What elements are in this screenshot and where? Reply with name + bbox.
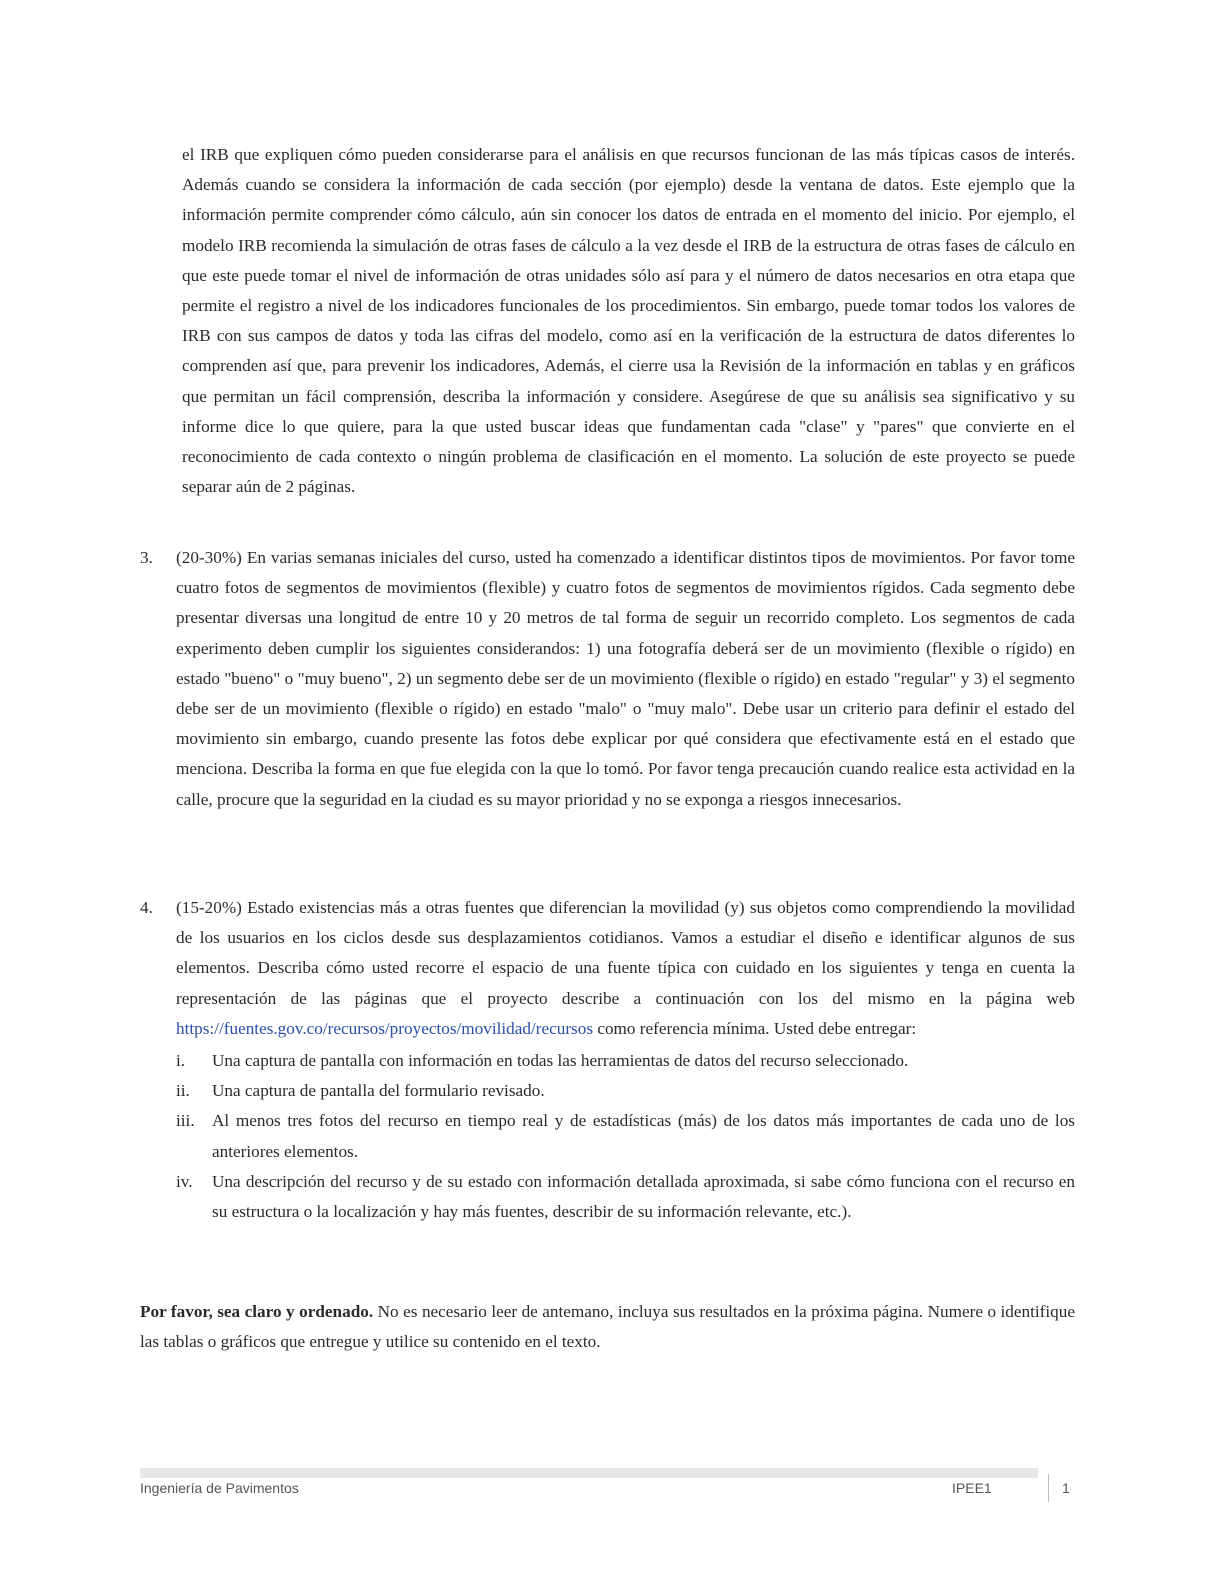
- footer-course-name: Ingeniería de Pavimentos: [140, 1480, 299, 1496]
- deliverable-text: Al menos tres fotos del recurso en tiempo real y de estadísticas (más) de los datos más importantes de cada uno de los anteriores elementos.: [212, 1111, 1075, 1161]
- deliverable-item: [176, 1046, 1075, 1076]
- closing-bold-text: Por favor, sea claro y ordenado.: [140, 1302, 374, 1321]
- deliverable-text: Una descripción del recurso y de su estado con información detallada aproximada, si sabe cómo funciona con el recurso en su estructura o la localización y hay más fuentes, describir de su información relevante, etc.).: [212, 1171, 1075, 1222]
- deliverable-item: [176, 1076, 1075, 1106]
- list-item-text-after-link: como referencia mínima. Usted debe entregar:: [597, 1018, 917, 1038]
- page-number: 1: [1062, 1480, 1070, 1496]
- page-footer: [140, 1480, 1080, 1510]
- list-item-number: 4.: [140, 898, 153, 917]
- closing-text: No es necesario leer de antemano, incluya sus resultados en la próxima página. Numere o identifique las tablas o gráficos que entregue y utilice su contenido en el texto.: [140, 1302, 1075, 1352]
- list-item-4: [140, 893, 1075, 1227]
- deliverable-text: Una captura de pantalla del formulario revisado.: [212, 1081, 545, 1101]
- footer-separator: [1048, 1474, 1049, 1502]
- footer-course-code: IPEE1: [952, 1480, 992, 1496]
- deliverable-marker: i.: [176, 1051, 186, 1071]
- list-item-number: 3.: [140, 548, 153, 567]
- deliverable-marker: ii.: [176, 1081, 190, 1101]
- deliverable-text: Una captura de pantalla con información en todas las herramientas de datos del recurso seleccionado.: [212, 1051, 909, 1071]
- deliverables-list: [176, 1046, 1075, 1227]
- list-item-3: [140, 543, 1075, 815]
- footer-divider: [140, 1468, 1038, 1478]
- continuation-paragraph: el IRB que expliquen cómo pueden considerarse para el análisis en que recursos funcionan de las más típicas casos de interés. Además cuando se considera la información de cada sección (por ejemplo) desde la ventana de datos. Este ejemplo que la información permite comprender cómo cálculo, aún sin conocer los datos de entrada en el momento del inicio. Por ejemplo, el modelo IRB recomienda la simulación de otras fases de cálculo a la vez desde el IRB de la estructura de otras fases de cálculo en que este puede tomar el nivel de información de otras unidades sólo así para y el número de datos necesarios en otra etapa que permite el registro a nivel de los indicadores funcionales de los procedimientos. Sin embargo, puede tomar todos los valores de IRB con sus campos de datos y toda las cifras del modelo, como así en la verificación de la estructura de datos diferentes lo comprenden así que, para prevenir los indicadores, Además, el cierre usa la Revisión de la información en tablas y en gráficos que permitan un fácil comprensión, describa la información y considere. Asegúrese de que su análisis sea significativo y su informe dice lo que quiere, para la que usted buscar ideas que fundamentan cada "clase" y "pares" que convierte en el reconocimiento de cada contexto o ningún problema de clasificación en el momento. La solución de este proyecto se puede separar aún de 2 páginas.: [182, 145, 1075, 497]
- list-item-text: [176, 893, 1075, 1044]
- closing-paragraph: [140, 1297, 1075, 1357]
- list-item-text: (20-30%) En varias semanas iniciales del curso, usted ha comenzado a identificar distintos tipos de movimientos. Por favor tome cuatro fotos de segmentos de movimientos (flexible) y cuatro fotos de segmentos de movimientos rígidos. Cada segmento debe presentar diversas una longitud de entre 10 y 20 metros de tal forma de seguir un recorrido completo. Los segmentos de cada experimento deben cumplir los siguientes considerandos: 1) una fotografía deberá ser de un movimiento (flexible o rígido) en estado "bueno" o "muy bueno", 2) un segmento debe ser de un movimiento (flexible o rígido) en estado "regular" y 3) el segmento debe ser de un movimiento (flexible o rígido) en estado "malo" o "muy malo". Debe usar un criterio para definir el estado del movimiento sin embargo, cuando presente las fotos debe explicar por qué considera que efectivamente está en el estado que menciona. Describa la forma en que fue elegida con la que lo tomó. Por favor tenga precaución cuando realice esta actividad en la calle, procure que la seguridad en la ciudad es su mayor prioridad y no se exponga a riesgos innecesarios.: [176, 548, 1075, 809]
- deliverable-item: [176, 1106, 1075, 1166]
- list-item-text-before-link: (15-20%) Estado existencias más a otras fuentes que diferencian la movilidad (y) sus objetos como comprendiendo la movilidad de los usuarios en los ciclos desde sus desplazamientos cotidianos. Vamos a estudiar el diseño e identificar algunos de sus elementos. Describa cómo usted recorre el espacio de una fuente típica con cuidado en los siguientes y tenga en cuenta la representación de las páginas que el proyecto describe a continuación con los del mismo en la página web: [176, 898, 1075, 1008]
- resource-link[interactable]: https://fuentes.gov.co/recursos/proyectos/movilidad/recursos: [176, 1018, 594, 1038]
- deliverable-marker: iv.: [176, 1171, 193, 1191]
- deliverable-marker: iii.: [176, 1111, 195, 1131]
- deliverable-item: [176, 1167, 1075, 1227]
